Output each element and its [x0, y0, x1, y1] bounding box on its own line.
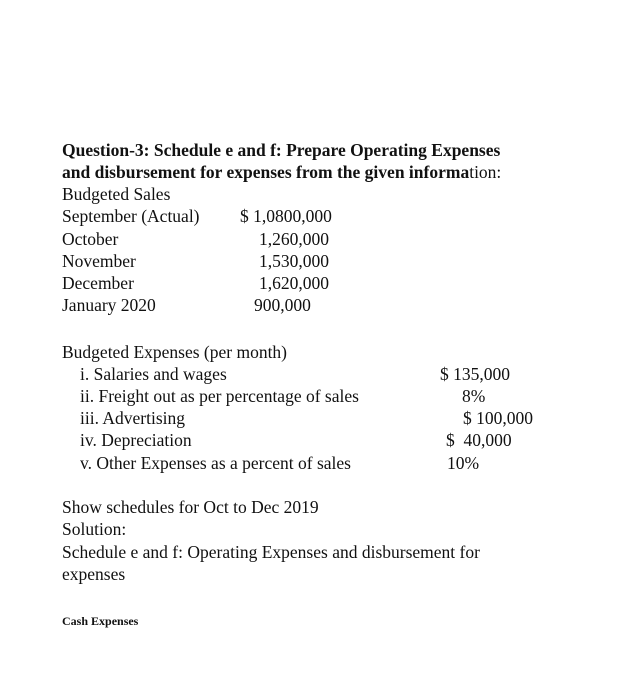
sales-value-september: $ 1,0800,000: [240, 206, 332, 226]
expense-value-freight: 8%: [462, 386, 486, 406]
expense-value-depreciation: $ 40,000: [446, 430, 512, 450]
cash-expenses-label: Cash Expenses: [62, 614, 139, 628]
expense-value-advertising: $ 100,000: [463, 408, 533, 428]
expense-label-advertising: iii. Advertising: [80, 408, 185, 428]
sales-label-january: January 2020: [62, 295, 156, 315]
question-heading-line1: Question-3: Schedule e and f: Prepare Operating Expenses: [62, 140, 501, 160]
expense-label-freight: ii. Freight out as per percentage of sales: [80, 386, 359, 406]
expense-label-depreciation: iv. Depreciation: [80, 430, 192, 450]
sales-value-december: 1,620,000: [259, 273, 329, 293]
sales-value-october: 1,260,000: [259, 229, 329, 249]
budgeted-expenses-title: Budgeted Expenses (per month): [62, 342, 288, 362]
expense-label-salaries: i. Salaries and wages: [80, 364, 227, 384]
solution-label: Solution:: [62, 519, 127, 539]
budgeted-sales-title: Budgeted Sales: [62, 184, 171, 204]
expense-value-salaries: $ 135,000: [440, 364, 510, 384]
expense-label-other: v. Other Expenses as a percent of sales: [80, 453, 351, 473]
schedule-title-line1: Schedule e and f: Operating Expenses and disbursement for: [62, 542, 480, 562]
sales-label-december: December: [62, 273, 134, 293]
sales-label-october: October: [62, 229, 119, 249]
sales-label-november: November: [62, 251, 136, 271]
sales-value-november: 1,530,000: [259, 251, 329, 271]
expense-value-other: 10%: [447, 453, 480, 473]
show-schedules-text: Show schedules for Oct to Dec 2019: [62, 497, 319, 517]
sales-label-september: September (Actual): [62, 206, 200, 226]
schedule-title-line2: expenses: [62, 564, 126, 584]
question-heading-line2-bold: and disbursement for expenses from the given informa: [62, 162, 470, 182]
question-heading-line2: [62, 161, 501, 183]
question-heading-line2-regular: tion:: [469, 162, 502, 182]
sales-value-january: 900,000: [254, 295, 311, 315]
